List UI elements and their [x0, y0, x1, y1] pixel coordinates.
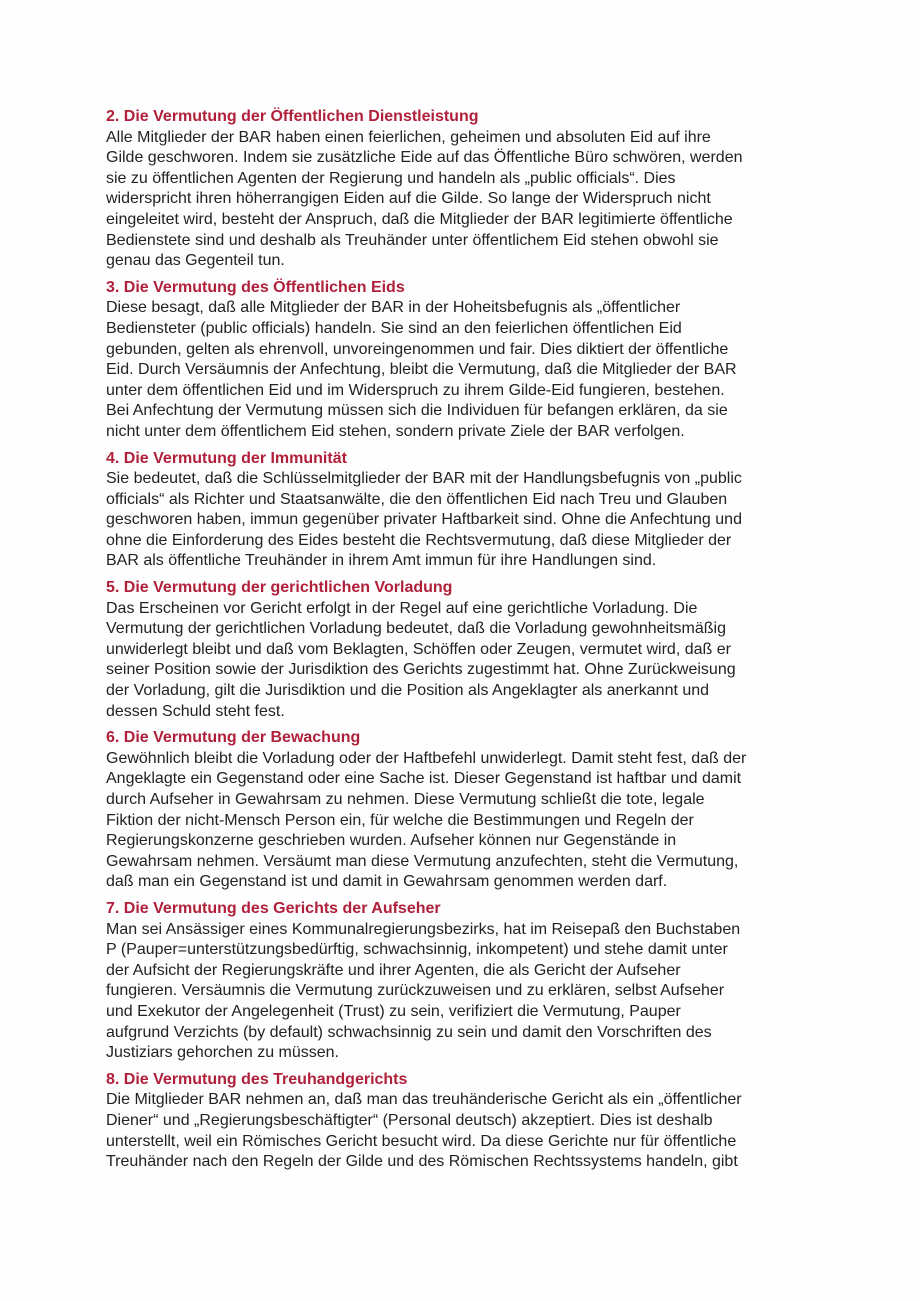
section-body [106, 469, 818, 572]
body-text-line: unter dem öffentlichen Eid und im Widerspruch zu ihrem Gilde-Eid fungieren, bestehen. [106, 381, 725, 399]
body-text-line: sie zu öffentlichen Agenten der Regierung und handeln als „public officials“. Dies [106, 169, 676, 187]
body-text-line: aufgrund Verzichts (by default) schwachsinnig zu sein und damit den Vorschriften des [106, 1023, 712, 1041]
body-text-line: eingeleitet wird, besteht der Anspruch, daß die Mitglieder der BAR legitimierte öffentliche [106, 210, 733, 228]
body-text-line: Sie bedeutet, daß die Schlüsselmitglieder der BAR mit der Handlungsbefugnis von „public [106, 470, 742, 488]
body-text-line: Regierungskonzerne geschrieben wurden. Aufseher können nur Gegenstände in [106, 832, 677, 850]
body-text-line: dessen Schuld steht fest. [106, 702, 285, 720]
section-heading: 3. Die Vermutung des Öffentlichen Eids [106, 278, 405, 296]
body-text-line: officials“ als Richter und Staatsanwälte, die den öffentlichen Eid nach Treu und Glauben [106, 490, 728, 508]
body-text-line: Treuhänder nach den Regeln der Gilde und des Römischen Rechtssystems handeln, gibt [106, 1153, 738, 1171]
section-heading: 5. Die Vermutung der gerichtlichen Vorladung [106, 579, 453, 597]
section-body [106, 298, 818, 442]
body-text-line: unwiderlegt bleibt und daß vom Beklagten, Schöffen oder Zeugen, vermutet wird, daß er [106, 640, 731, 658]
body-text-line: seiner Position sowie der Jurisdiktion des Gerichts zugestimmt hat. Ohne Zurückweisung [106, 661, 736, 679]
section-body [106, 128, 818, 272]
section-body [106, 749, 818, 893]
document-section [106, 449, 818, 573]
document-section [106, 1070, 818, 1173]
section-heading: 7. Die Vermutung des Gerichts der Aufseher [106, 899, 441, 917]
body-text-line: Diese besagt, daß alle Mitglieder der BAR in der Hoheitsbefugnis als „öffentlicher [106, 299, 681, 317]
body-text-line: Das Erscheinen vor Gericht erfolgt in der Regel auf eine gerichtliche Vorladung. Die [106, 599, 698, 617]
section-heading: 6. Die Vermutung der Bewachung [106, 729, 361, 747]
body-text-line: Alle Mitglieder der BAR haben einen feierlichen, geheimen und absoluten Eid auf ihre [106, 128, 711, 146]
document-section [106, 899, 818, 1064]
body-text-line: nicht unter dem öffentlichem Eid stehen, sondern private Ziele der BAR verfolgen. [106, 422, 685, 440]
section-heading: 2. Die Vermutung der Öffentlichen Dienstleistung [106, 108, 479, 125]
document-section [106, 578, 818, 722]
body-text-line: Fiktion der nicht-Mensch Person ein, für welche die Bestimmungen und Regeln der [106, 811, 694, 829]
body-text-line: widerspricht ihren höherrangigen Eiden auf die Gilde. So lange der Widerspruch nicht [106, 190, 711, 208]
body-text-line: daß man ein Gegenstand ist und damit in Gewahrsam genommen werden darf. [106, 873, 668, 891]
body-text-line: und Exekutor der Angelegenheit (Trust) zu sein, verifiziert die Vermutung, Pauper [106, 1002, 681, 1020]
body-text-line: Gewahrsam nehmen. Versäumt man diese Vermutung anzufechten, steht die Vermutung, [106, 852, 739, 870]
body-text-line: Diener“ und „Regierungsbeschäftigter“ (Personal deutsch) akzeptiert. Dies ist deshalb [106, 1111, 713, 1129]
body-text-line: Angeklagte ein Gegenstand oder eine Sache ist. Dieser Gegenstand ist haftbar und damit [106, 770, 742, 788]
body-text-line: Vermutung der gerichtlichen Vorladung bedeutet, daß die Vorladung gewohnheitsmäßig [106, 620, 726, 638]
body-text-line: Bedienstete sind und deshalb als Treuhänder unter öffentlichem Eid stehen obwohl sie [106, 231, 719, 249]
body-text-line: unterstellt, weil ein Römisches Gericht besucht wird. Da diese Gerichte nur für öffentliche [106, 1132, 737, 1150]
section-body [106, 599, 818, 723]
body-text-line: genau das Gegenteil tun. [106, 252, 285, 270]
body-text-line: P (Pauper=unterstützungsbedürftig, schwachsinnig, inkompetent) und stehe damit unter [106, 941, 728, 959]
body-text-line: der Vorladung, gilt die Jurisdiktion und die Position als Angeklagter als anerkannt und [106, 682, 710, 700]
body-text-line: Man sei Ansässiger eines Kommunalregierungsbezirks, hat im Reisepaß den Buchstaben [106, 920, 741, 938]
document-content [106, 107, 818, 1179]
document-section [106, 278, 818, 443]
body-text-line: durch Aufseher in Gewahrsam zu nehmen. Diese Vermutung schließt die tote, legale [106, 791, 705, 808]
document-section [106, 728, 818, 893]
body-text-line: gebunden, gelten als ehrenvoll, unvoreingenommen und fair. Dies diktiert der öffentliche [106, 340, 729, 358]
body-text-line: geschworen haben, immun gegenüber privater Haftbarkeit sind. Ohne die Anfechtung und [106, 511, 742, 529]
body-text-line: Eid. Durch Versäumnis der Anfechtung, bleibt die Vermutung, daß die Mitglieder der BAR [106, 361, 737, 379]
body-text-line: Bediensteter (public officials) handeln. Sie sind an den feierlichen öffentlichen Eid [106, 319, 682, 337]
body-text-line: ohne die Einforderung des Eides besteht die Rechtsvermutung, daß diese Mitglieder der [106, 531, 732, 549]
section-body [106, 920, 818, 1064]
body-text-line: fungieren. Versäumnis die Vermutung zurückzuweisen und zu erklären, selbst Aufseher [106, 982, 725, 1000]
body-text-line: BAR als öffentliche Treuhänder in ihrem Amt immun für ihre Handlungen sind. [106, 552, 657, 570]
body-text-line: Bei Anfechtung der Vermutung müssen sich die Individuen für befangen erklären, da sie [106, 402, 728, 420]
body-text-line: der Aufsicht der Regierungskräfte und ihrer Agenten, die als Gericht der Aufseher [106, 961, 681, 979]
section-body [106, 1090, 818, 1172]
body-text-line: Die Mitglieder BAR nehmen an, daß man das treuhänderische Gericht als ein „öffentlicher [106, 1091, 742, 1109]
section-heading: 4. Die Vermutung der Immunität [106, 449, 347, 467]
body-text-line: Gilde geschworen. Indem sie zusätzliche Eide auf das Öffentliche Büro schwören, werden [106, 149, 743, 167]
body-text-line: Justiziars gehorchen zu müssen. [106, 1044, 339, 1062]
body-text-line: Gewöhnlich bleibt die Vorladung oder der Haftbefehl unwiderlegt. Damit steht fest, daß der [106, 749, 747, 767]
section-heading: 8. Die Vermutung des Treuhandgerichts [106, 1070, 408, 1088]
document-section [106, 107, 818, 272]
